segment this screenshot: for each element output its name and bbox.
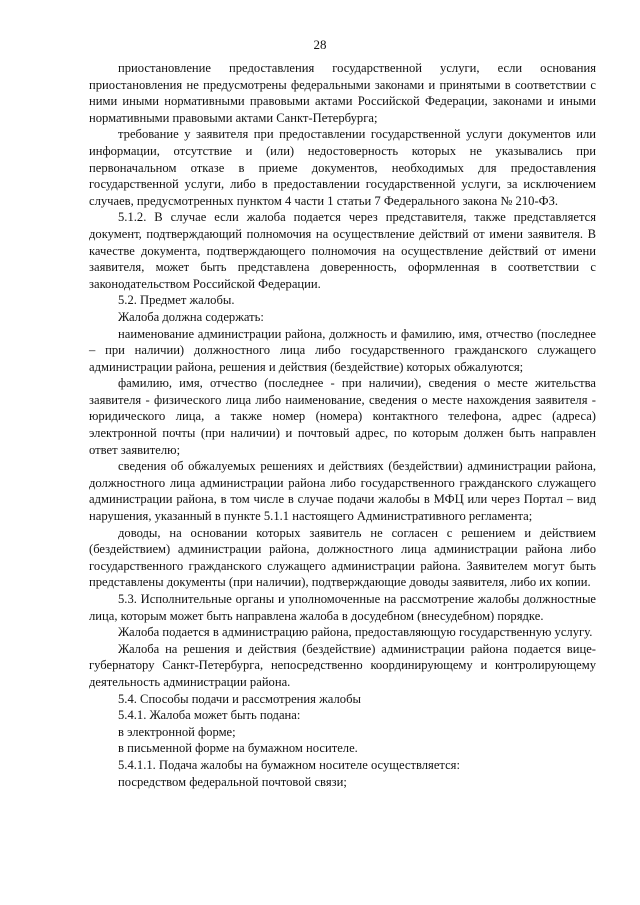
paragraph: 5.2. Предмет жалобы. — [118, 293, 235, 308]
paragraph: посредством федеральной почтовой связи; — [118, 774, 347, 789]
paragraph: сведения об обжалуемых решениях и действиях (бездействии) администрации района, должностного лица администрации района либо государственного гражданского служащего администрации района, в том числе в случае подачи жалобы в МФЦ или через Портал – вид нарушения, указанный в пункте 5.1.1 настоящего Административного регламента; — [89, 459, 596, 524]
paragraph: фамилию, имя, отчество (последнее - при наличии), сведения о месте жительства заявителя - физического лица либо наименование, сведения о месте нахождения заявителя - юридического лица, а также номер (номера) контактного телефона, адрес (адреса) электронной почты (при наличии) и почтовый адрес, по которым должен быть направлен ответ заявителю; — [89, 376, 596, 457]
paragraph: 5.4.1.1. Подача жалобы на бумажном носителе осуществляется: — [118, 757, 460, 772]
page-number: 28 — [313, 37, 327, 52]
paragraph: наименование администрации района, должность и фамилию, имя, отчество (последнее – при наличии) должностного лица либо государственного гражданского служащего администрации района, решения и действия (бездействие) которых обжалуются; — [89, 326, 596, 374]
paragraph: приостановление предоставления государственной услуги, если основания приостановления не предусмотрены федеральными законами и принятыми в соответствии с ними иными нормативными правовыми актами Российской Федерации, законами и иными нормативными правовыми актами Санкт-Петербурга; — [89, 61, 596, 125]
paragraph: 5.1.2. В случае если жалоба подается через представителя, также представляется документ, подтверждающий полномочия на осуществление действий от имени заявителя. В качестве документа, подтверждающего полномочия на осуществление действий от имени заявителя, может быть представлена доверенность, оформленная в соответствии с законодательством Российской Федерации. — [89, 210, 596, 291]
paragraph: требование у заявителя при предоставлении государственной услуги документов или информации, отсутствие и (или) недостоверность которых не указывались при первоначальном отказе в приеме документов, необходимых для предоставления государственной услуги, либо в предоставлении государственной услуги, за исключением случаев, предусмотренных пунктом 4 части 1 статьи 7 Федерального закона № 210-ФЗ. — [89, 127, 596, 208]
document-body — [89, 60, 596, 790]
paragraph: 5.4.1. Жалоба может быть подана: — [118, 708, 301, 723]
paragraph: Жалоба подается в администрацию района, предоставляющую государственную услугу. — [118, 625, 593, 640]
paragraph: в электронной форме; — [118, 724, 236, 739]
paragraph: доводы, на основании которых заявитель не согласен с решением и действием (бездействием) администрации района, должностного лица администрации района либо государственного гражданского служащего администрации района. Заявителем могут быть представлены документы (при наличии), подтверждающие доводы заявителя, либо их копии. — [89, 525, 596, 590]
paragraph: 5.4. Способы подачи и рассмотрения жалобы — [118, 691, 361, 706]
paragraph: Жалоба на решения и действия (бездействие) администрации района подается вице-губернатору Санкт-Петербурга, непосредственно координирующему и контролирующему деятельность администрации района. — [89, 641, 596, 689]
paragraph: 5.3. Исполнительные органы и уполномоченные на рассмотрение жалобы должностные лица, которым может быть направлена жалоба в досудебном (внесудебном) порядке. — [89, 592, 596, 623]
paragraph: в письменной форме на бумажном носителе. — [118, 741, 358, 756]
paragraph: Жалоба должна содержать: — [118, 309, 264, 324]
